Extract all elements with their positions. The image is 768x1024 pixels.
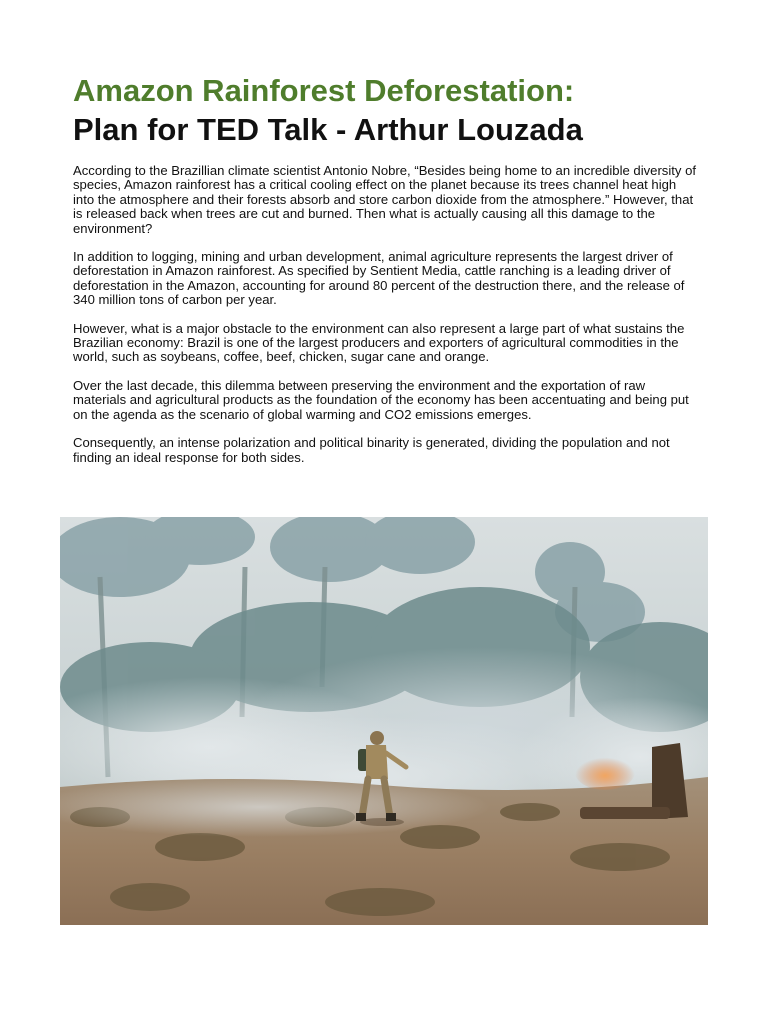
paragraph-1: According to the Brazillian climate scientist Antonio Nobre, “Besides being home to an incredible diversity of species, Amazon rainforest has a critical cooling effect on the planet because its trees channel heat high into the atmosphere and their forests absorb and store carbon dioxide from the atmosphere.” However, that is released back when trees are cut and burned. Then what is actually causing all this damage to the environment? <box>73 163 697 236</box>
title-main-line: Plan for TED Talk - Arthur Louzada <box>73 112 583 147</box>
paragraph-5: Consequently, an intense polarization and political binarity is generated, dividing the population and not finding an ideal response for both sides. <box>73 435 670 465</box>
paragraph-3: However, what is a major obstacle to the environment can also represent a large part of what sustains the Brazilian economy: Brazil is one of the largest producers and exporters of agricultural commodities in the world, such as soybeans, coffee, beef, chicken, sugar cane and orange. <box>73 320 685 365</box>
forest-fire-illustration <box>60 517 708 925</box>
body-text <box>73 164 698 479</box>
forest-fire-photo <box>60 517 708 925</box>
title-accent-line: Amazon Rainforest Deforestation: <box>73 73 575 108</box>
document-title <box>73 72 713 150</box>
paragraph-4: Over the last decade, this dilemma between preserving the environment and the exportation of raw materials and agricultural products as the foundation of the economy has been accentuating and being put on the agenda as the scenario of global warming and CO2 emissions emerges. <box>73 377 689 422</box>
paragraph-2: In addition to logging, mining and urban development, animal agriculture represents the largest driver of deforestation in Amazon rainforest. As specified by Sentient Media, cattle ranching is a leading driver of deforestation in the Amazon, accounting for around 80 percent of the destruction there, and the release of 340 million tons of carbon per year. <box>73 249 685 308</box>
